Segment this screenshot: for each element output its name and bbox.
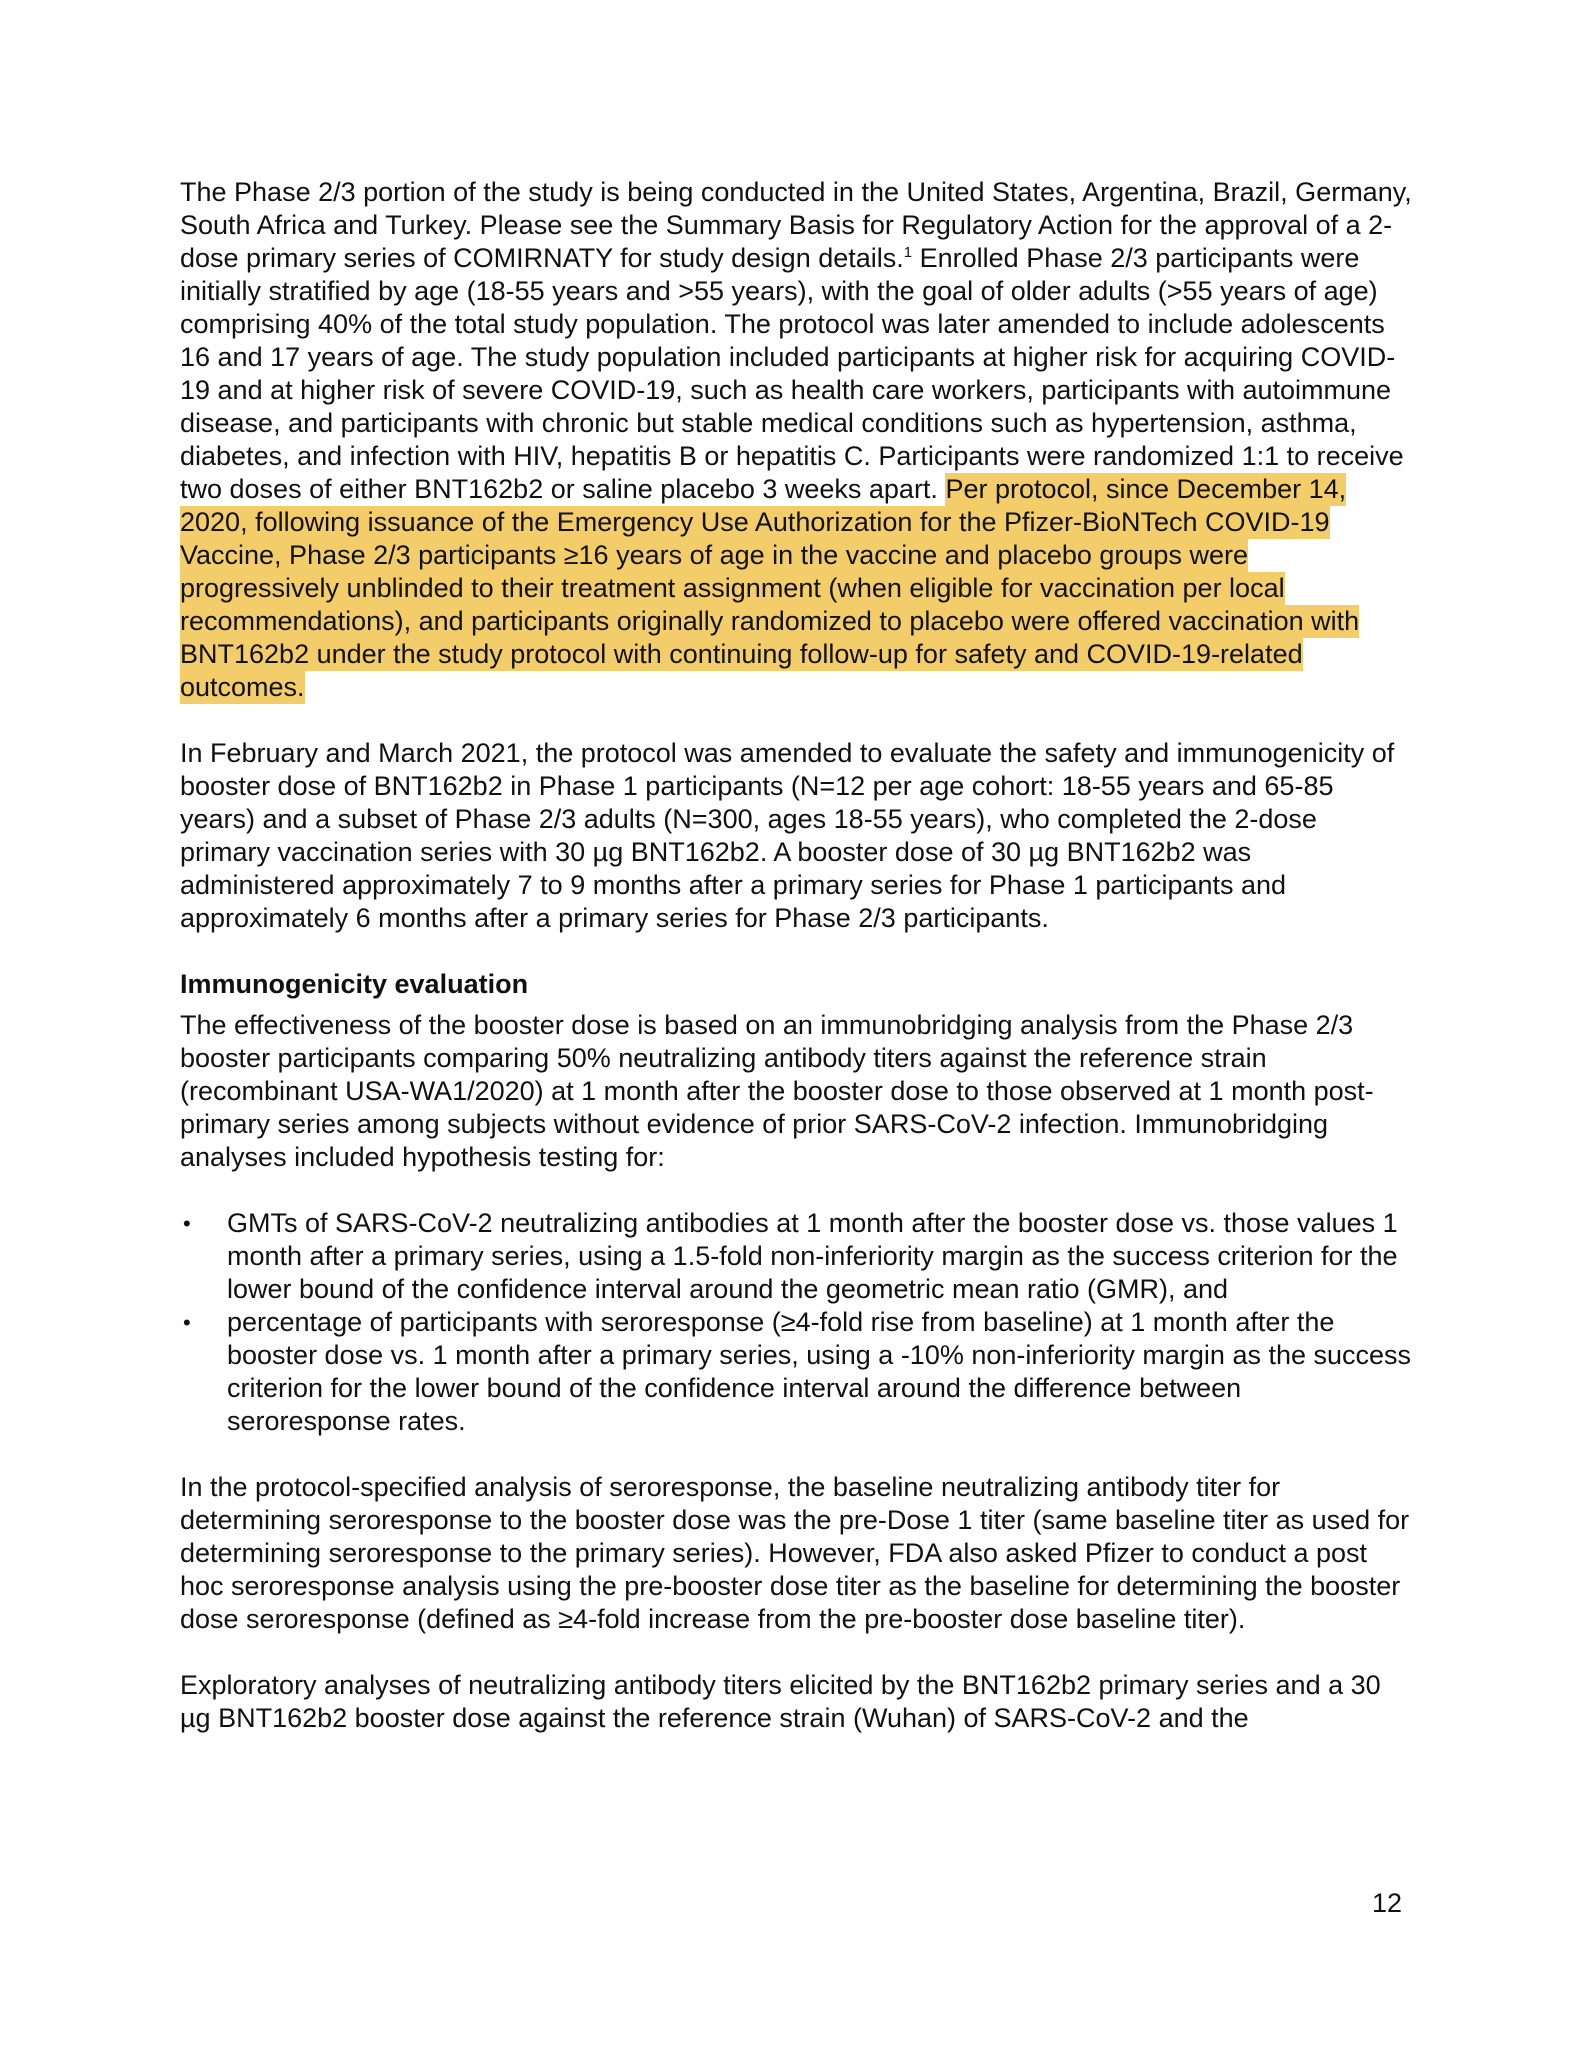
section-heading: Immunogenicity evaluation [180, 969, 529, 999]
paragraph-spacer [180, 1636, 1412, 1669]
list-item-text: GMTs of SARS-CoV-2 neutralizing antibodies at 1 month after the booster dose vs. those values 1 month after a primary series, using a 1.5-fold non-inferiority margin as the success criterion for the lower bound of the confidence interval around the geometric mean ratio (GMR), and [227, 1208, 1398, 1304]
list-item [180, 1207, 1412, 1306]
bullet-icon: • [183, 1310, 191, 1335]
highlighted-text: Per protocol, since December 14, 2020, following issuance of the Emergency Use Authorization for the Pfizer-BioNTech COVID-19 Vaccine, Phase 2/3 participants ≥16 years of age in the vaccine and placebo groups were progressively unblinded to their treatment assignment (when eligible for vaccination per local recommendations), and participants originally randomized to placebo were offered vaccination with BNT162b2 under the study protocol with continuing follow-up for safety and COVID-19-related outcomes. [180, 474, 1360, 702]
paragraph-text: Enrolled Phase 2/3 participants were initially stratified by age (18-55 years and >55 years), with the goal of older adults (>55 years of age) comprising 40% of the total study population. The protocol was later amended to include adolescents 16 and 17 years of age. The study population included participants at higher risk for acquiring COVID-19 and at higher risk of severe COVID-19, such as health care workers, participants with autoimmune disease, and participants with chronic but stable medical conditions such as hypertension, asthma, diabetes, and infection with HIV, hepatitis B or hepatitis C. Participants were randomized 1:1 to receive two doses of either BNT162b2 or saline placebo 3 weeks apart. [180, 243, 1404, 504]
document-body [180, 176, 1412, 1735]
heading-spacer [180, 1001, 1412, 1009]
paragraph-spacer [180, 1174, 1412, 1207]
paragraph-study-description [180, 176, 1412, 704]
list-item [180, 1306, 1412, 1438]
hypothesis-list [180, 1207, 1412, 1438]
paragraph-spacer [180, 704, 1412, 737]
paragraph-immunobridging: The effectiveness of the booster dose is based on an immunobridging analysis from the Phase 2/3 booster participants comparing 50% neutralizing antibody titers against the reference strain (recombinant USA-WA1/2020) at 1 month after the booster dose to those observed at 1 month post-primary series among subjects without evidence of prior SARS-CoV-2 infection. Immunobridging analyses included hypothesis testing for: [180, 1010, 1374, 1172]
list-item-text: percentage of participants with seroresponse (≥4-fold rise from baseline) at 1 month after the booster dose vs. 1 month after a primary series, using a -10% non-inferiority margin as the success criterion for the lower bound of the confidence interval around the difference between seroresponse rates. [227, 1307, 1412, 1436]
paragraph-spacer [180, 935, 1412, 968]
page-number: 12 [1371, 1888, 1402, 1918]
footnote-marker[interactable]: 1 [903, 244, 913, 261]
bullet-icon: • [183, 1211, 191, 1236]
paragraph-seroresponse-analysis: In the protocol-specified analysis of seroresponse, the baseline neutralizing antibody titer for determining seroresponse to the booster dose was the pre-Dose 1 titer (same baseline titer as used for determining seroresponse to the primary series). However, FDA also asked Pfizer to conduct a post hoc seroresponse analysis using the pre-booster dose titer as the baseline for determining the booster dose seroresponse (defined as ≥4-fold increase from the pre-booster dose baseline titer). [180, 1472, 1410, 1634]
paragraph-spacer [180, 1438, 1412, 1471]
paragraph-text: The Phase 2/3 portion of the study is being conducted in the United States, Argentina, Brazil, Germany, South Africa and Turkey. Please see the Summary Basis for Regulatory Action for the approval of a 2-dose primary series of COMIRNATY for study design details. [180, 177, 1412, 273]
paragraph-exploratory-analyses: Exploratory analyses of neutralizing antibody titers elicited by the BNT162b2 primary series and a 30 µg BNT162b2 booster dose against the reference strain (Wuhan) of SARS-CoV-2 and the [180, 1670, 1381, 1733]
paragraph-booster-amendment: In February and March 2021, the protocol was amended to evaluate the safety and immunogenicity of booster dose of BNT162b2 in Phase 1 participants (N=12 per age cohort: 18-55 years and 65-85 years) and a subset of Phase 2/3 adults (N=300, ages 18-55 years), who completed the 2-dose primary vaccination series with 30 µg BNT162b2. A booster dose of 30 µg BNT162b2 was administered approximately 7 to 9 months after a primary series for Phase 1 participants and approximately 6 months after a primary series for Phase 2/3 participants. [180, 738, 1395, 933]
